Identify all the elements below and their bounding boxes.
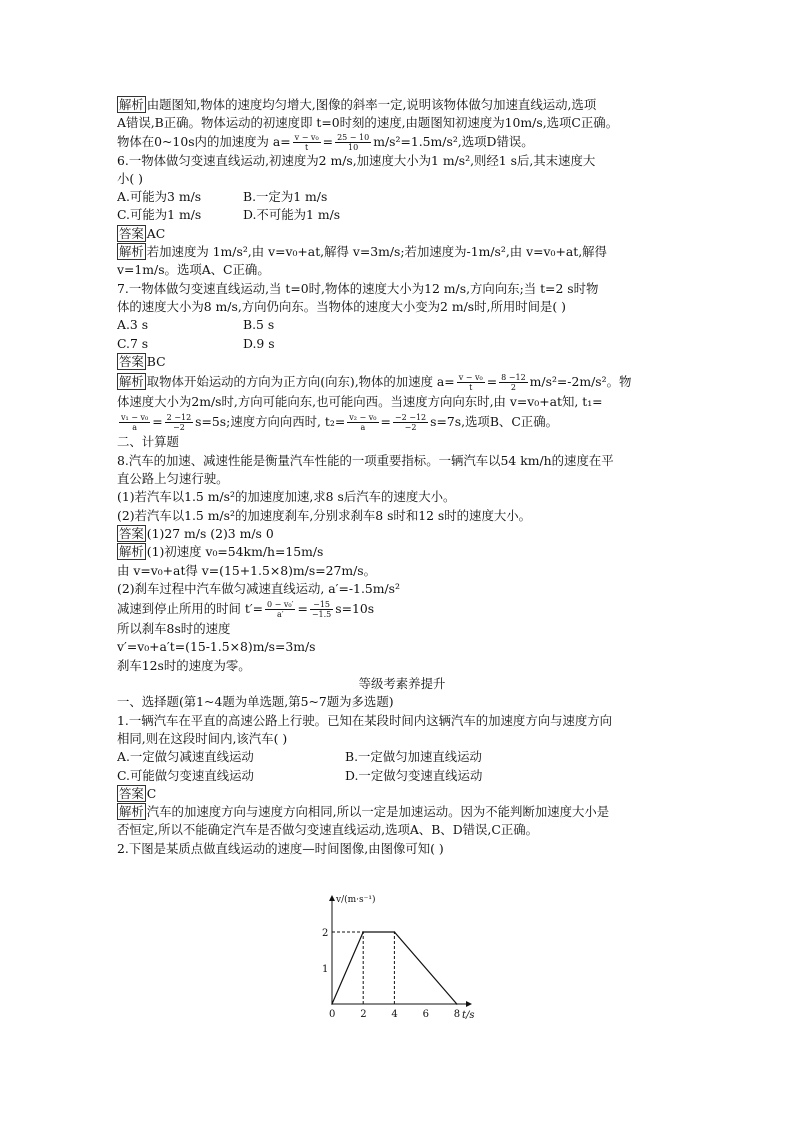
explanation-text: 减速到停止所用的时间 t′= <box>117 601 264 617</box>
answer-line <box>117 225 687 243</box>
x-tick-label: 6 <box>422 1009 429 1020</box>
explanation-line <box>117 133 687 152</box>
explanation-line <box>117 243 687 261</box>
sub-question-1: (1)若汽车以1.5 m/s²的加速度加速,求8 s后汽车的速度大小。 <box>117 489 456 505</box>
fraction <box>393 413 428 432</box>
y-tick-label: 1 <box>322 964 329 975</box>
fraction-numerator: 8 −12 <box>501 373 526 383</box>
answer-text: BC <box>146 353 166 369</box>
chart-data-layer <box>322 928 460 1020</box>
explanation-text: s=5s;速度方向向西时, t₂= <box>195 414 346 430</box>
fraction <box>499 373 528 392</box>
explanation-line <box>117 96 687 114</box>
options-row <box>117 767 687 785</box>
option-b[interactable]: B.一定做匀加速直线运动 <box>345 749 482 765</box>
fraction-denominator: t <box>469 383 473 393</box>
fraction-denominator: −2 <box>173 423 185 433</box>
fraction-numerator: −15 <box>310 600 333 610</box>
answer-line <box>117 785 687 803</box>
fraction <box>347 413 378 432</box>
question-1-stem: 1.一辆汽车在平直的高速公路上行驶。已知在某段时间内这辆汽车的加速度方向与速度方向 <box>117 712 613 728</box>
x-tick-label: 4 <box>391 1009 398 1020</box>
fraction-denominator: a′ <box>276 610 284 620</box>
fraction-denominator: −2 <box>404 423 417 433</box>
velocity-time-chart <box>306 890 486 1020</box>
question-8-stem-cont: 直公路上匀速行驶。 <box>117 471 229 487</box>
explanation-tag: 解析 <box>119 97 144 112</box>
option-d[interactable]: D.不可能为1 m/s <box>243 207 341 223</box>
x-axis-label: t/s <box>462 1010 475 1020</box>
option-a[interactable]: A.一定做匀减速直线运动 <box>117 749 254 765</box>
level-title: 等级考素养提升 <box>358 676 446 692</box>
explanation-line <box>117 803 687 821</box>
fraction-numerator: 2 −12 <box>166 413 192 423</box>
equals-sign: = <box>380 414 391 430</box>
section-title: 二、计算题 <box>117 434 179 450</box>
equals-sign: = <box>486 374 498 390</box>
explanation-text: 体速度大小为2m/s时,方向可能向东,也可能向西。当速度方向向东时,由 v=v₀+at知, t₁= <box>117 394 603 410</box>
explanation-text: 否恒定,所以不能确定汽车是否做匀变速直线运动,选项A、B、D错误,C正确。 <box>117 822 539 838</box>
fraction <box>119 413 150 432</box>
explanation-text: (2)刹车过程中汽车做匀减速直线运动, a′=-1.5m/s² <box>117 580 401 596</box>
explanation-line <box>117 371 687 393</box>
y-tick-label: 2 <box>322 928 329 939</box>
explanation-text: 若加速度为 1m/s²,由 v=v₀+at,解得 v=3m/s;若加速度为-1m/s²,由 v=v₀+at,解得 <box>146 244 607 260</box>
answer-tag: 答案 <box>119 225 144 241</box>
explanation-tag: 解析 <box>119 544 144 560</box>
data-point <box>456 1003 458 1005</box>
explanation-tag: 解析 <box>119 244 144 260</box>
fraction <box>293 133 321 152</box>
answer-text: AC <box>146 225 166 241</box>
explanation-text: s=10s <box>335 601 375 617</box>
explanation-text: m/s²=-2m/s²。物 <box>529 374 632 390</box>
question-8-stem: 8.汽车的加速、减速性能是衡量汽车性能的一项重要指标。一辆汽车以54 km/h的速度在平 <box>117 452 614 468</box>
fraction-numerator: v − v₀ <box>458 373 483 383</box>
explanation-text: 汽车的加速度方向与速度方向相同,所以一定是加速运动。因为不能判断加速度大小是 <box>146 804 610 820</box>
answer-text: C <box>146 785 157 801</box>
explanation-line <box>117 411 687 433</box>
fraction-denominator: a <box>132 423 138 433</box>
explanation-text: 由 v=v₀+at得 v=(15+1.5×8)m/s=27m/s。 <box>117 562 377 578</box>
options-row <box>117 748 687 766</box>
x-tick-label: 0 <box>329 1009 336 1020</box>
explanation-text: 刹车12s时的速度为零。 <box>117 657 251 673</box>
x-tick-label: 2 <box>360 1009 367 1020</box>
fraction-numerator: −2 −12 <box>394 413 427 423</box>
option-b[interactable]: B.一定为1 m/s <box>243 189 328 205</box>
explanation-text: 物体在0~10s内的加速度为 a= <box>117 133 291 149</box>
sub-question-2: (2)若汽车以1.5 m/s²的加速度刹车,分别求刹车8 s时和12 s时的速度大小。 <box>117 507 532 523</box>
option-a[interactable]: A.可能为3 m/s <box>117 189 202 205</box>
option-c[interactable]: C.7 s <box>117 335 149 351</box>
option-a[interactable]: A.3 s <box>117 317 149 333</box>
option-b[interactable]: B.5 s <box>243 317 275 333</box>
fraction-denominator: a <box>360 423 366 433</box>
question-6-stem-cont: 小( ) <box>117 170 143 186</box>
answer-tag: 答案 <box>119 525 144 541</box>
option-c[interactable]: C.可能做匀变速直线运动 <box>117 767 254 783</box>
answer-line <box>117 353 687 371</box>
fraction-denominator: t <box>305 142 309 152</box>
equals-sign: = <box>322 133 334 149</box>
fraction-numerator: v₁ − v₀ <box>121 413 149 423</box>
fraction-denominator: 10 <box>348 142 359 152</box>
fraction-numerator: v₂ − v₀ <box>349 413 377 423</box>
fraction-numerator: 0 − v₀′ <box>267 600 294 610</box>
explanation-text: A错误,B正确。物体运动的初速度即 t=0时刻的速度,由题图知初速度为10m/s,选项C正确。 <box>117 115 619 131</box>
explanation-text: m/s²=1.5m/s²,选项D错误。 <box>373 133 534 149</box>
answer-text: (1)27 m/s (2)3 m/s 0 <box>146 525 274 541</box>
fraction <box>265 600 295 619</box>
explanation-line <box>117 543 687 561</box>
section-title: 一、选择题(第1~4题为单选题,第5~7题为多选题) <box>117 694 394 710</box>
options-row <box>117 335 687 353</box>
fraction <box>335 133 371 152</box>
explanation-tag: 解析 <box>119 804 144 820</box>
data-point <box>331 1003 333 1005</box>
explanation-text: v′=v₀+a′t=(15-1.5×8)m/s=3m/s <box>117 639 316 655</box>
document-page <box>117 96 687 858</box>
data-point <box>362 931 364 933</box>
answer-line <box>117 525 687 543</box>
option-d[interactable]: D.9 s <box>243 335 275 351</box>
question-6-stem: 6.一物体做匀变速直线运动,初速度为2 m/s,加速度大小为1 m/s²,则经1 s后,其末速度大 <box>117 152 596 168</box>
option-c[interactable]: C.可能为1 m/s <box>117 207 202 223</box>
explanation-text: v=1m/s。选项A、C正确。 <box>117 262 270 278</box>
fraction <box>457 373 485 392</box>
question-2-stem: 2.下图是某质点做直线运动的速度—时间图像,由图像可知( ) <box>117 840 444 856</box>
fraction-numerator: v − v₀ <box>294 132 319 142</box>
fraction-denominator: −1.5 <box>311 610 332 620</box>
data-point <box>394 931 396 933</box>
question-1-stem-cont: 相同,则在这段时间内,该汽车( ) <box>117 730 288 746</box>
fraction <box>310 600 333 619</box>
option-d[interactable]: D.一定做匀变速直线运动 <box>345 767 483 783</box>
equals-sign: = <box>152 414 163 430</box>
fraction-numerator: 25 − 10 <box>337 132 370 142</box>
explanation-text: (1)初速度 v₀=54km/h=15m/s <box>146 544 324 560</box>
options-row <box>117 188 687 206</box>
explanation-line <box>117 598 687 620</box>
explanation-tag: 解析 <box>119 374 144 390</box>
explanation-text: s=7s,选项B、C正确。 <box>430 414 558 430</box>
options-row <box>117 206 687 224</box>
question-7-stem: 7.一物体做匀变速直线运动,当 t=0时,物体的速度大小为12 m/s,方向向东;当 t=2 s时物 <box>117 280 599 296</box>
explanation-text: 所以刹车8s时的速度 <box>117 621 231 637</box>
question-7-stem-cont: 体的速度大小为8 m/s,方向仍向东。当物体的速度大小变为2 m/s时,所用时间是( ) <box>117 298 567 314</box>
options-row <box>117 316 687 334</box>
x-tick-label: 8 <box>453 1009 461 1020</box>
fraction <box>165 413 194 432</box>
fraction-denominator: 2 <box>510 383 516 393</box>
explanation-text: 取物体开始运动的方向为正方向(向东),物体的加速度 a= <box>146 374 455 390</box>
y-axis-label: v/(m·s⁻¹) <box>336 895 376 905</box>
explanation-text: 由题图知,物体的速度均匀增大,图像的斜率一定,说明该物体做匀加速直线运动,选项 <box>146 97 597 112</box>
answer-tag: 答案 <box>119 353 144 369</box>
equals-sign: = <box>297 601 308 617</box>
answer-tag: 答案 <box>119 785 144 801</box>
